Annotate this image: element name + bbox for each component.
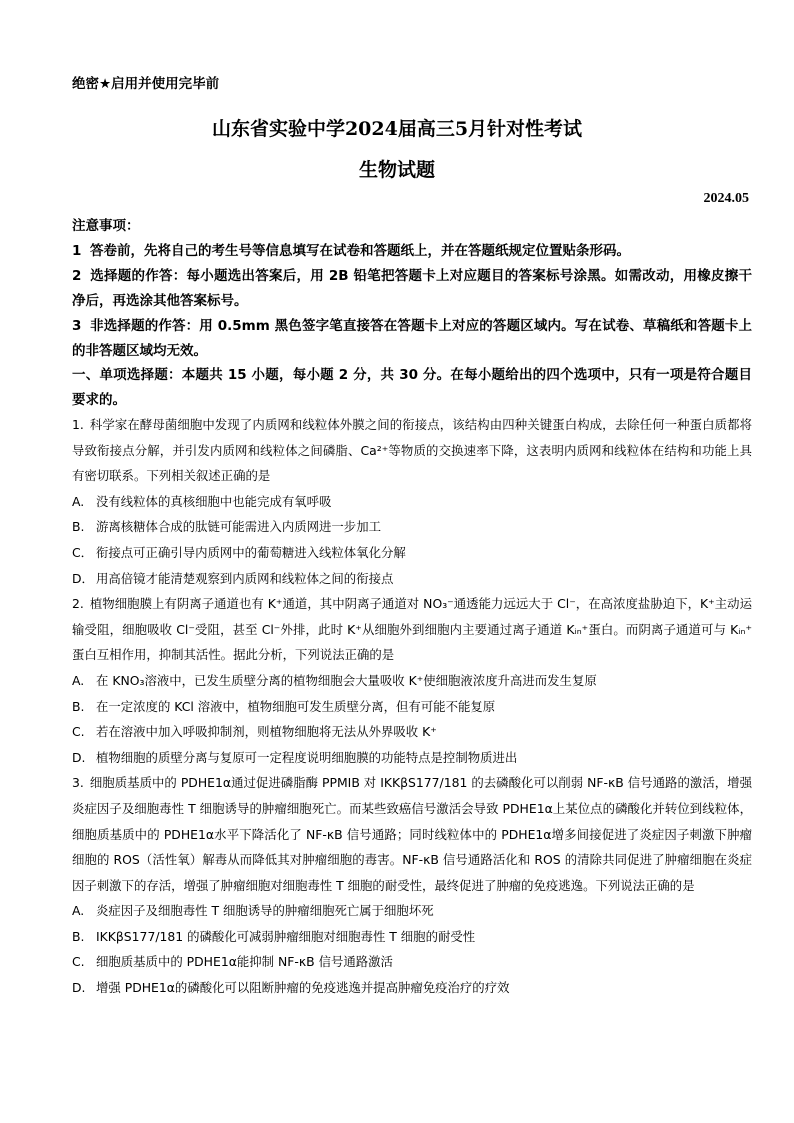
instruction-text: 选择题的作答：每小题选出答案后，用 2B 铅笔把答题卡上对应题目的答案标号涂黑。如需改动，用橡皮擦干净后，再选涂其他答案标号。 [72,268,752,309]
option-c [72,540,752,566]
option-a [72,898,752,924]
option-text: 没有线粒体的真核细胞中也能完成有氧呼吸 [96,493,332,509]
option-text: 若在溶液中加入呼吸抑制剂，则植物细胞将无法从外界吸收 K⁺ [96,724,437,740]
option-letter: B. [72,698,85,714]
confidential-label: 绝密★启用并使用完毕前 [72,76,220,92]
instruction-item [72,239,752,264]
option-text: 用高倍镜才能清楚观察到内质网和线粒体之间的衔接点 [96,570,394,586]
question-stem [72,412,752,489]
question-number: 2. [72,596,84,612]
question-number: 1. [72,417,84,432]
option-a [72,489,752,515]
instruction-text: 非选择题的作答：用 0.5mm 黑色签字笔直接答在答题卡上对应的答题区域内。写在试卷、草稿纸和答题卡上的非答题区域均无效。 [72,318,752,359]
option-text: 游离核糖体合成的肽链可能需进入内质网进一步加工 [96,519,381,535]
option-letter: A. [72,672,85,688]
option-text: 植物细胞的质壁分离与复原可一定程度说明细胞膜的功能特点是控制物质进出 [96,749,518,765]
option-letter: B. [72,519,85,535]
question-text: 细胞质基质中的 PDHE1α通过促进磷脂酶 PPMIB 对 IKKβS177/181 的去磷酸化可以削弱 NF-κB 信号通路的激活，增强炎症因子及细胞毒性 T 细胞诱导的肿瘤细胞死亡。而某些致癌信号激活会导致 PDHE1α上某位点的磷酸化并转位到线粒体，细胞质基质中的 PDHE1α水平下降活化了 NF-κB 信号通路；同时线粒体中的 PDHE1α增多间接促进了炎症因子刺激下肿瘤细胞的 ROS（活性氧）解毒从而降低其对肿瘤细胞的毒害。NF-κB 信号通路活化和 ROS 的清除共同促进了肿瘤细胞在炎症因子刺激下的存活，增强了肿瘤细胞对细胞毒性 T 细胞的耐受性，最终促进了肿瘤的免疫逃逸。下列说法正确的是 [72,775,752,893]
question-2 [72,591,752,770]
option-text: 增强 PDHE1α的磷酸化可以阻断肿瘤的免疫逃逸并提高肿瘤免疫治疗的疗效 [96,980,510,996]
instruction-item [72,264,752,314]
option-text: 在一定浓度的 KCl 溶液中，植物细胞可发生质壁分离，但有可能不能复原 [96,698,496,714]
question-text: 科学家在酵母菌细胞中发现了内质网和线粒体外膜之间的衔接点，该结构由四种关键蛋白构成，去除任何一种蛋白质都将导致衔接点分解，并引发内质网和线粒体之间磷脂、Ca²⁺等物质的交换速率下降，这表明内质网和线粒体在结构和功能上具有密切联系。下列相关叙述正确的是 [72,417,752,484]
option-letter: A. [72,493,85,509]
option-letter: C． [72,544,94,560]
exam-title: 山东省实验中学2024届高三5月针对性考试 [211,118,583,140]
option-text: 在 KNO₃溶液中，已发生质壁分离的植物细胞会大量吸收 K⁺使细胞液浓度升高进而发生复原 [96,672,597,688]
option-letter: C. [72,954,85,970]
question-list [72,412,752,1001]
option-d [72,975,752,1001]
instruction-item [72,314,752,364]
instruction-text: 答卷前，先将自己的考生号等信息填写在试卷和答题纸上，并在答题纸规定位置贴条形码。 [90,243,630,259]
option-a [72,668,752,694]
option-d [72,566,752,592]
option-text: IKKβS177/181 的磷酸化可减弱肿瘤细胞对细胞毒性 T 细胞的耐受性 [96,928,476,944]
option-b [72,514,752,540]
question-number: 3. [72,775,84,791]
option-letter: D． [72,570,94,586]
option-letter: D. [72,749,86,765]
option-letter: D. [72,980,86,996]
question-1 [72,412,752,591]
option-text: 炎症因子及细胞毒性 T 细胞诱导的肿瘤细胞死亡属于细胞坏死 [96,903,434,919]
option-letter: A. [72,903,85,919]
option-text: 衔接点可正确引导内质网中的葡萄糖进入线粒体氧化分解 [96,544,406,560]
question-stem [72,770,752,898]
option-text: 细胞质基质中的 PDHE1α能抑制 NF-κB 信号通路激活 [96,954,393,970]
question-text: 植物细胞膜上有阴离子通道也有 K⁺通道，其中阴离子通道对 NO₃⁻通透能力远远大于 Cl⁻，在高浓度盐胁迫下，K⁺主动运输受阻，细胞吸收 Cl⁻受阻，甚至 Cl⁻外排，此时 K⁺从细胞外到细胞内主要通过离子通道 Kᵢₙ⁺蛋白。而阴离子通道可与 Kᵢₙ⁺蛋白互相作用，抑制其活性。据此分析，下列说法正确的是 [72,596,752,663]
instructions-block [72,214,752,364]
option-b [72,924,752,950]
option-c [72,949,752,975]
option-letter: B. [72,928,85,944]
exam-date: 2024.05 [703,191,749,206]
option-b [72,694,752,720]
section-heading: 一、单项选择题：本题共 15 小题，每小题 2 分，共 30 分。在每小题给出的四个选项中，只有一项是符合题目要求的。 [72,367,752,408]
instruction-number: 1 [72,243,82,259]
instruction-number: 3 [72,318,82,334]
option-d [72,745,752,771]
instruction-number: 2 [72,268,82,284]
question-3 [72,770,752,1000]
subject-title: 生物试题 [358,159,435,181]
question-stem [72,591,752,668]
instructions-heading: 注意事项： [72,218,140,234]
option-letter: C. [72,724,85,740]
option-c [72,719,752,745]
